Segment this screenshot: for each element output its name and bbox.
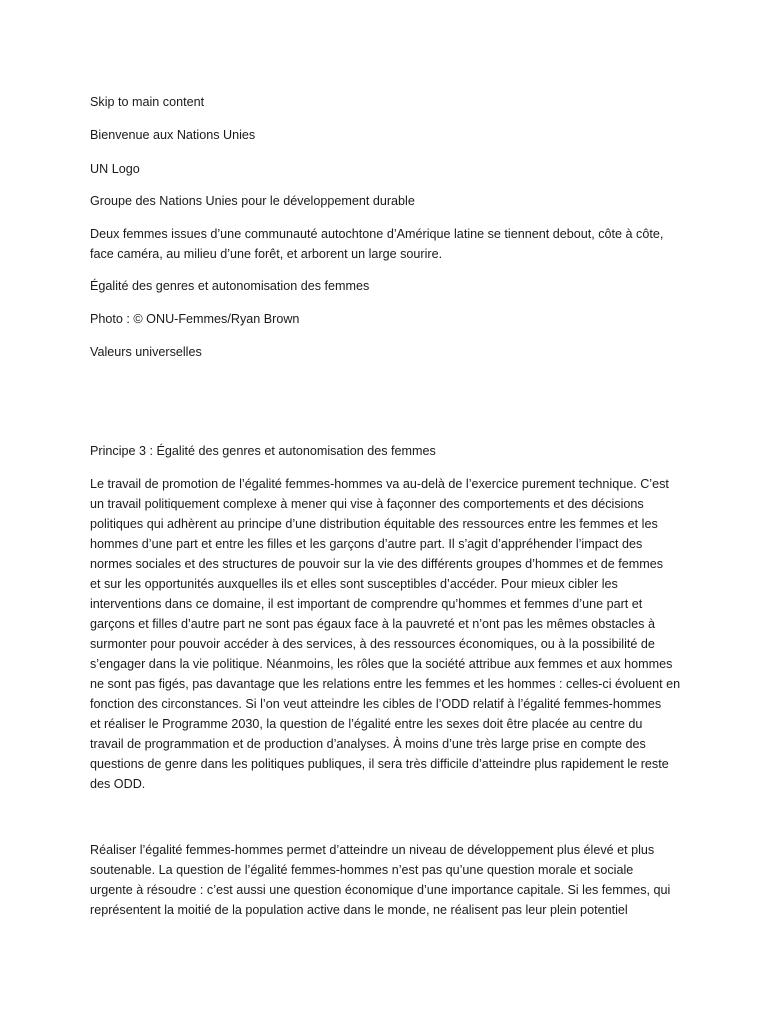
hero-image-alt-line: face caméra, au milieu d’une forêt, et arborent un large sourire.	[90, 247, 443, 261]
paragraph-line: politiques qui adhèrent au principe d’une distribution équitable des ressources entre les femmes et les	[90, 517, 658, 531]
paragraph-line: surmonter pour pouvoir accéder à des services, à des ressources économiques, ou à la possibilité de	[90, 637, 655, 651]
paragraph-line: des ODD.	[90, 777, 146, 791]
paragraph-line: représentent la moitié de la population active dans le monde, ne réalisent pas leur plein potentiel	[90, 903, 628, 917]
hero-image-alt-text	[90, 224, 690, 264]
paragraph-line: normes sociales et des structures de pouvoir sur la vie des différents groupes d’hommes et de femmes	[90, 557, 664, 571]
article-paragraph-2	[90, 840, 690, 920]
paragraph-line: Réaliser l’égalité femmes-hommes permet d’atteindre un niveau de développement plus élevé et plus	[90, 843, 655, 857]
paragraph-line: interventions dans ce domaine, il est important de comprendre qu’hommes et femmes d’une part et	[90, 597, 643, 611]
welcome-link[interactable]: Bienvenue aux Nations Unies	[90, 128, 256, 142]
paragraph-line: et sur les opportunités auxquelles ils et elles sont susceptibles d’accéder. Pour mieux cibler les	[90, 577, 618, 591]
paragraph-line: et réaliser le Programme 2030, la question de l’égalité entre les sexes doit être placée au centre du	[90, 717, 643, 731]
paragraph-line: hommes d’une part et entre les filles et les garçons d’autre part. Il s’agit d’appréhender l’impact des	[90, 537, 643, 551]
category-label: Valeurs universelles	[90, 345, 202, 359]
photo-credit: Photo : © ONU-Femmes/Ryan Brown	[90, 312, 300, 326]
paragraph-line: travail de programmation et de production d’analyses. À moins d’une très large prise en compte des	[90, 737, 646, 751]
paragraph-line: ne sont pas figés, pas davantage que les relations entre les femmes et les hommes : celles-ci évoluent en	[90, 677, 681, 691]
un-logo-alt-text[interactable]: UN Logo	[90, 162, 140, 176]
paragraph-line: soutenable. La question de l’égalité femmes-hommes n’est pas qu’une question morale et sociale	[90, 863, 634, 877]
paragraph-line: urgente à résoudre : c’est aussi une question économique d’une importance capitale. Si les femmes, qui	[90, 883, 671, 897]
article-paragraph-1	[90, 474, 690, 794]
skip-to-main-link[interactable]: Skip to main content	[90, 95, 205, 109]
article-heading: Principe 3 : Égalité des genres et autonomisation des femmes	[90, 444, 436, 458]
paragraph-line: fonction des circonstances. Si l’on veut atteindre les cibles de l’ODD relatif à l’égalité femmes-hommes	[90, 697, 662, 711]
paragraph-line: un travail politiquement complexe à mener qui vise à façonner des comportements et des décisions	[90, 497, 644, 511]
hero-image-alt-line: Deux femmes issues d’une communauté autochtone d’Amérique latine se tiennent debout, côte à côte,	[90, 227, 664, 241]
paragraph-line: garçons et filles d’autre part ne sont pas égaux face à la pauvreté et n’ont pas les mêmes obstacles à	[90, 617, 655, 631]
group-name-link[interactable]: Groupe des Nations Unies pour le développement durable	[90, 194, 415, 208]
paragraph-line: questions de genre dans les politiques publiques, il sera très difficile d’atteindre plus rapidement le reste	[90, 757, 669, 771]
hero-topic: Égalité des genres et autonomisation des femmes	[90, 279, 370, 293]
paragraph-line: s’engager dans la vie politique. Néanmoins, les rôles que la société attribue aux femmes et aux hommes	[90, 657, 673, 671]
paragraph-line: Le travail de promotion de l’égalité femmes-hommes va au-delà de l’exercice purement technique. C’est	[90, 477, 669, 491]
